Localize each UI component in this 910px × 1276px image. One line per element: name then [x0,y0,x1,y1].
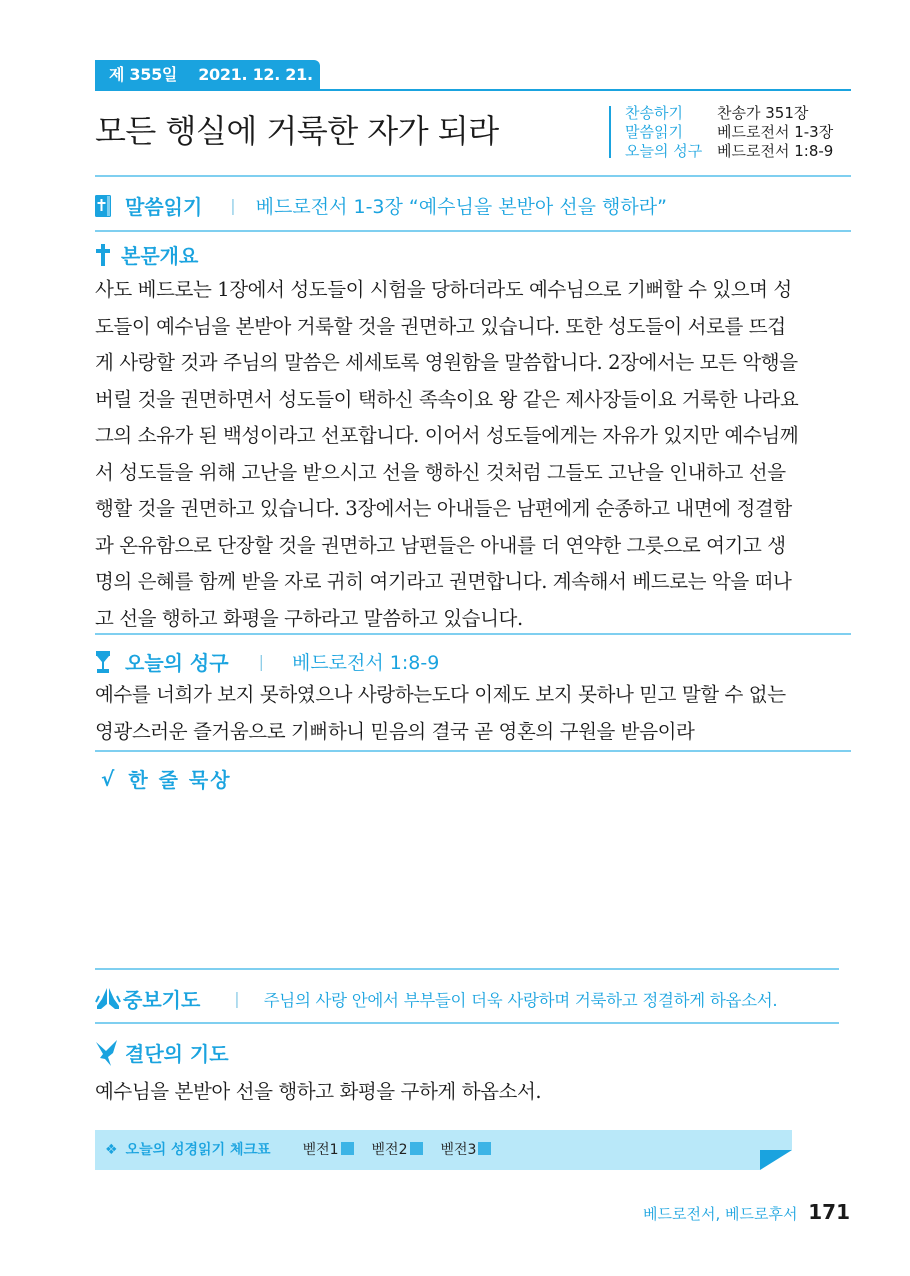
separator: | [234,989,240,1008]
resolution-header [95,1038,229,1067]
summary-line: 서 성도들을 위해 고난을 받으시고 선을 행하신 것처럼 그들도 고난을 인내하고 선을 [95,460,786,484]
verse-header [95,647,439,676]
divider [95,633,851,635]
info-key: 찬송하기 [625,104,683,122]
summary-line: 행할 것을 권면하고 있습니다. 3장에서는 아내들은 남편에게 순종하고 내면에 정결함 [95,497,792,520]
reading-label: 말씀읽기 [125,195,203,219]
summary-line: 명의 은혜를 함께 받을 자로 귀히 여기라고 권면합니다. 계속해서 베드로는 악을 떠나 [95,570,792,593]
info-value: 베드로전서 1:8-9 [717,142,834,160]
info-row-hymn [625,104,833,123]
summary-line: 그의 소유가 된 백성이라고 선포합니다. 이어서 성도들에게는 자유가 있지만 예수님께 [95,424,799,447]
summary-header [95,240,198,269]
checklist-content [105,1130,491,1170]
verse-ref: 베드로전서 1:8-9 [291,652,440,674]
separator: | [230,196,236,215]
page-curl-icon [760,1150,792,1170]
page-title: 모든 행실에 거룩한 자가 되라 [95,112,499,150]
date-text: 2021. 12. 21. 화 [109,65,313,114]
check-icon: √ [101,766,115,791]
info-value: 베드로전서 1-3장 [717,123,834,141]
reading-text: 베드로전서 1-3장 “예수님을 본받아 선을 행하라” [255,196,667,218]
meditation-writing-area[interactable] [120,800,840,960]
intercession-label: 중보기도 [123,988,201,1012]
footer-book: 베드로전서, 베드로후서 [643,1205,798,1223]
checklist-item-label: 벧전2 [371,1142,408,1158]
checklist-item[interactable] [441,1130,492,1170]
meditation-header [101,764,232,793]
reading-checklist [95,1130,792,1170]
divider [95,1022,839,1024]
diamond-bullet-icon: ❖ [105,1142,118,1158]
separator: | [258,652,264,671]
summary-line: 사도 베드로는 1장에서 성도들이 시험을 당하더라도 예수님으로 기뻐할 수 있으며 성 [95,278,792,301]
summary-line: 버릴 것을 권면하면서 성도들이 택하신 족속이요 왕 같은 제사장들이요 거룩한 나라요 [95,387,799,411]
cross-icon [95,244,111,266]
divider [95,968,839,970]
meditation-label: 한 줄 묵상 [128,768,232,792]
summary-label: 본문개요 [121,244,199,268]
verse-line: 영광스러운 즐거움으로 기뻐하니 믿음의 결국 곧 영혼의 구원을 받음이라 [95,719,695,743]
divider [95,230,851,232]
intercession-section [95,984,777,1013]
resolution-label: 결단의 기도 [125,1042,229,1066]
dove-icon [95,1039,119,1067]
checklist-item-label: 벧전3 [440,1142,477,1158]
checklist-item-label: 벧전1 [302,1142,339,1158]
summary-body [95,272,855,637]
checklist-item[interactable] [372,1130,423,1170]
verse-label: 오늘의 성구 [125,651,229,675]
checklist-label: 오늘의 성경읽기 체크표 [125,1142,271,1158]
info-divider [609,106,611,158]
checkbox[interactable] [478,1142,491,1155]
date-tab [95,60,320,114]
checklist-item[interactable] [303,1130,354,1170]
praying-hands-icon [95,987,121,1011]
intercession-text: 주님의 사랑 안에서 부부들이 더욱 사랑하며 거룩하고 정결하게 하옵소서. [263,990,778,1010]
info-key: 오늘의 성구 [625,142,703,160]
summary-line: 도들이 예수님을 본받아 거룩할 것을 권면하고 있습니다. 또한 성도들이 서로를 뜨겁 [95,314,786,338]
resolution-text: 예수님을 본받아 선을 행하고 화평을 구하게 하옵소서. [95,1080,542,1103]
chalice-icon [95,651,111,673]
reading-section [95,191,667,220]
verse-line: 예수를 너희가 보지 못하였으나 사랑하는도다 이제도 보지 못하나 믿고 말할 수 없는 [95,683,786,706]
top-rule [95,89,851,91]
info-row-verse [625,142,833,161]
page-footer [643,1200,850,1224]
divider [95,750,851,752]
verse-body [95,677,855,750]
checkbox[interactable] [410,1142,423,1155]
summary-line: 게 사랑할 것과 주님의 말씀은 세세토록 영원함을 말씀합니다. 2장에서는 모든 악행을 [95,351,798,374]
bible-icon [95,195,111,217]
summary-line: 고 선을 행하고 화평을 구하라고 말씀하고 있습니다. [95,606,523,630]
info-value: 찬송가 351장 [717,104,809,122]
summary-line: 과 온유함으로 단장할 것을 권면하고 남편들은 아내를 더 연약한 그릇으로 여기고 생 [95,533,786,557]
checkbox[interactable] [341,1142,354,1155]
divider [95,175,851,177]
info-box [625,104,833,161]
info-row-reading [625,123,833,142]
day-number: 제 355일 [109,65,178,84]
info-key: 말씀읽기 [625,123,683,141]
page-number: 171 [808,1200,850,1224]
